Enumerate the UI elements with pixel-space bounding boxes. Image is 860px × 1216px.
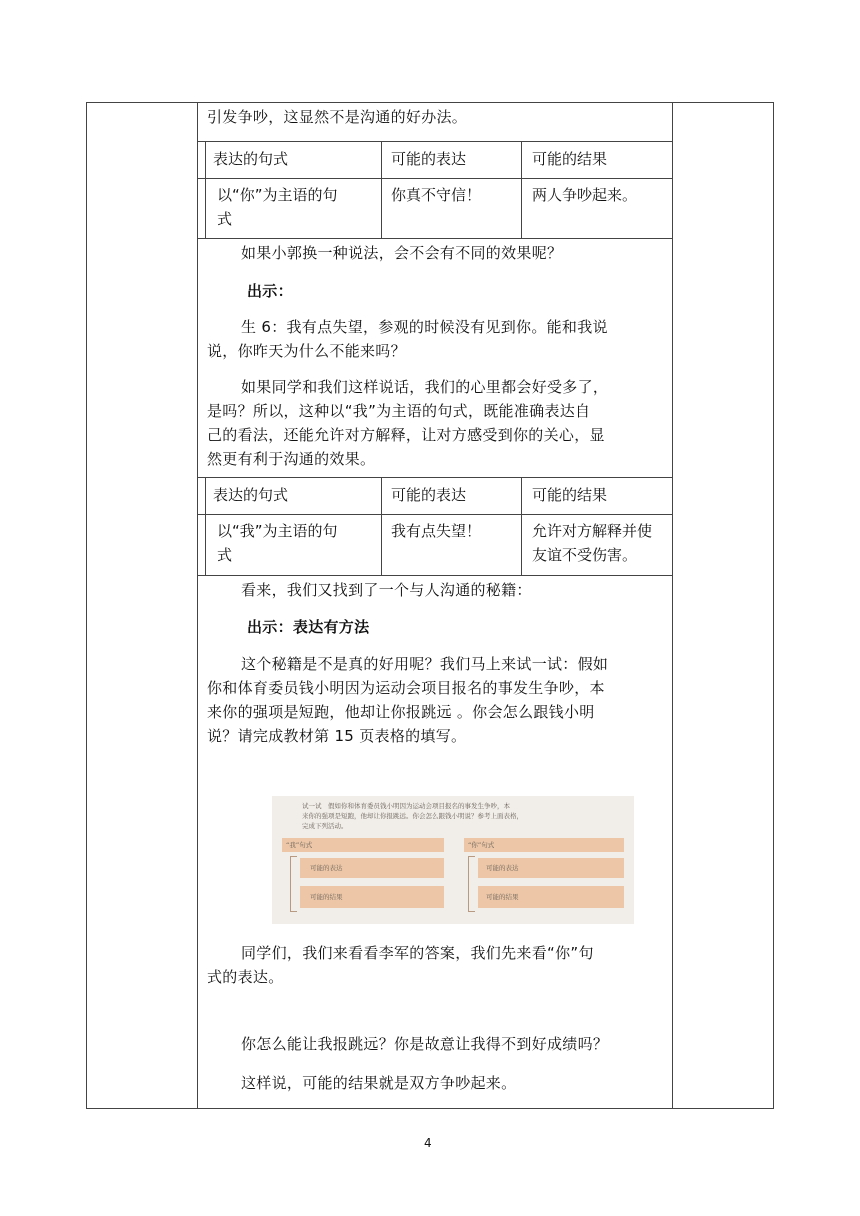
column-divider-1 <box>197 102 198 1109</box>
li-jun-answer-line1: 同学们，我们来看看李军的答案，我们先来看“你”句 <box>241 944 594 962</box>
figure-instruction-line3: 完成下列活动。 <box>302 822 348 830</box>
figure-right-header: “你”句式 <box>468 841 495 849</box>
i-sentence-explain-line2: 是吗？所以，这种以“我”为主语的句式，既能准确表达自 <box>207 402 591 420</box>
figure-left-header: “我”句式 <box>286 841 313 849</box>
outer-top-border <box>86 102 774 103</box>
i-sentence-explain-line4: 然更有利于沟通的效果。 <box>207 450 376 468</box>
li-jun-answer-line2: 式的表达。 <box>207 968 284 986</box>
table1-top-line <box>197 141 673 142</box>
student6-line1: 生 6：我有点失望，参观的时候没有见到你。能和我说 <box>241 318 608 336</box>
table1-cell-3: 两人争吵起来。 <box>532 186 638 204</box>
textbook-activity-image <box>272 796 634 924</box>
table1-divider-a <box>381 141 382 238</box>
figure-right-expr: 可能的表达 <box>486 864 519 872</box>
table2-cell-1-line2: 式 <box>217 546 233 564</box>
table2-mid-line <box>197 514 673 515</box>
figure-left-expr: 可能的表达 <box>310 864 343 872</box>
figure-instruction-line2: 来你的强项是短跑，他却让你报跳远。你会怎么跟钱小明说？参考上面表格， <box>302 812 523 820</box>
student6-line2: 说，你昨天为什么不能来吗？ <box>207 342 406 360</box>
table2-cell-3-line2: 友谊不受伤害。 <box>532 546 638 564</box>
figure-right-bracket <box>468 856 475 912</box>
figure-right-result: 可能的结果 <box>486 893 519 901</box>
table1-left-edge <box>205 141 206 238</box>
i-sentence-explain-line1: 如果同学和我们这样说话，我们的心里都会好受多了， <box>241 378 609 396</box>
you-sentence-result: 这样说，可能的结果就是双方争吵起来。 <box>241 1074 517 1092</box>
you-sentence-example: 你怎么能让我报跳远？你是故意让我得不到好成绩吗？ <box>241 1035 609 1053</box>
table2-bottom-line <box>197 575 673 576</box>
table1-header-3: 可能的结果 <box>532 150 608 168</box>
table2-cell-2: 我有点失望！ <box>391 522 482 540</box>
table2-cell-3-line1: 允许对方解释并使 <box>532 522 653 540</box>
try-it-line4: 说？请完成教材第 15 页表格的填写。 <box>207 727 467 745</box>
try-it-line3: 来你的强项是短跑，他却让你报跳远 。你会怎么跟钱小明 <box>207 703 595 721</box>
table2-top-line <box>197 477 673 478</box>
table1-header-1: 表达的句式 <box>213 150 289 168</box>
column-divider-2 <box>672 102 673 1109</box>
page-number: 4 <box>424 1136 432 1150</box>
table2-divider-a <box>381 477 382 575</box>
try-it-line1: 这个秘籍是不是真的好用呢？我们马上来试一试：假如 <box>241 655 609 673</box>
outer-right-border <box>773 102 774 1109</box>
figure-left-bracket <box>290 856 297 912</box>
table2-divider-b <box>521 477 522 575</box>
table2-header-2: 可能的表达 <box>391 486 467 504</box>
table2-header-1: 表达的句式 <box>213 486 289 504</box>
show-label-2: 出示：表达有方法 <box>247 618 370 636</box>
paragraph-change-wording: 如果小郭换一种说法，会不会有不同的效果呢？ <box>241 244 563 262</box>
figure-instruction-line1: 试一试 假如你和体育委员钱小明因为运动会项目报名的事发生争吵，本 <box>302 802 510 810</box>
table2-cell-1-line1: 以“我”为主语的句 <box>217 522 338 540</box>
table2-header-3: 可能的结果 <box>532 486 608 504</box>
try-it-line2: 你和体育委员钱小明因为运动会项目报名的事发生争吵，本 <box>207 679 605 697</box>
outer-left-border <box>86 102 87 1109</box>
table1-header-2: 可能的表达 <box>391 150 467 168</box>
table1-bottom-line <box>197 238 673 239</box>
table1-cell-1-line1: 以“你”为主语的句 <box>217 186 338 204</box>
top-text: 引发争吵，这显然不是沟通的好办法。 <box>207 108 468 126</box>
table1-cell-2: 你真不守信！ <box>391 186 482 204</box>
figure-left-result: 可能的结果 <box>310 893 343 901</box>
outer-bottom-border <box>86 1108 774 1109</box>
table2-left-edge <box>205 477 206 575</box>
table1-divider-b <box>521 141 522 238</box>
i-sentence-explain-line3: 己的看法，还能允许对方解释，让对方感受到你的关心，显 <box>207 426 605 444</box>
table1-cell-1-line2: 式 <box>217 210 233 228</box>
show-label-1: 出示： <box>247 282 293 300</box>
secret-found-text: 看来，我们又找到了一个与人沟通的秘籍： <box>241 581 532 599</box>
table1-mid-line <box>197 178 673 179</box>
